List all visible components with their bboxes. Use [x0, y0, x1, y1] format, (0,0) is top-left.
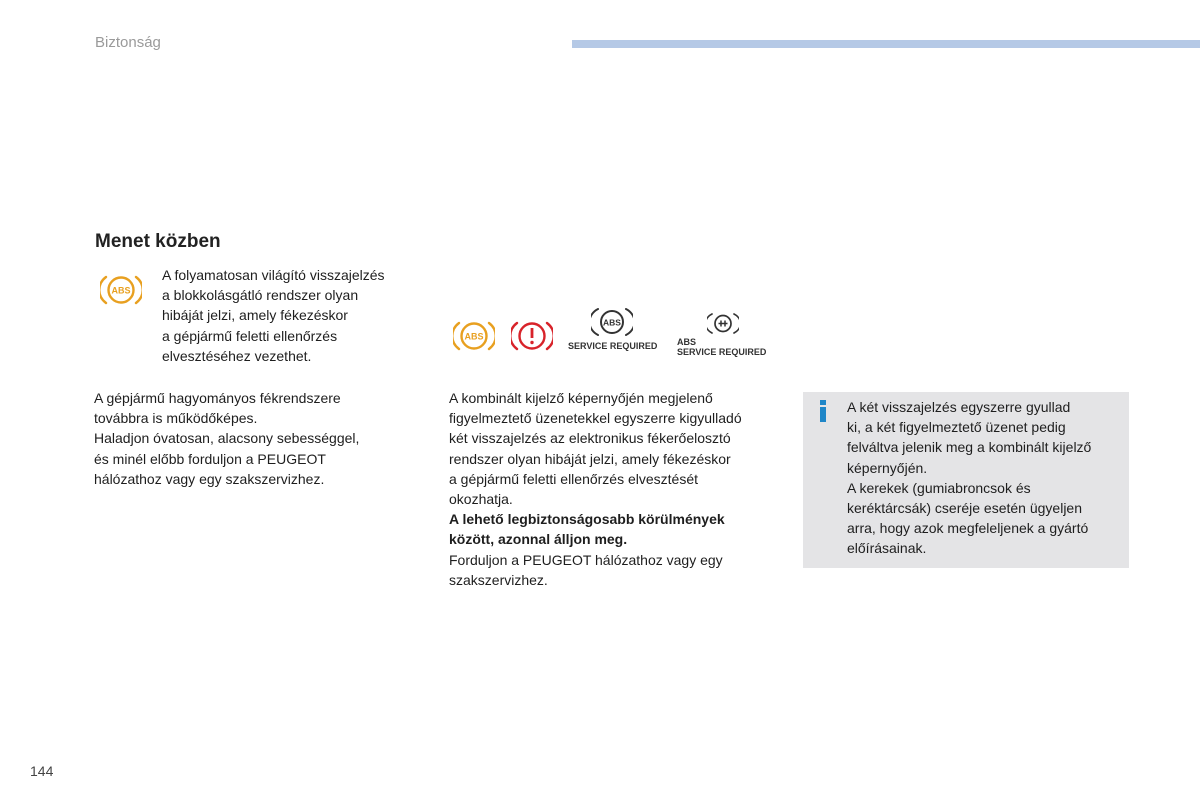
- text-line: keréktárcsák) cseréje esetén ügyeljen: [847, 500, 1083, 517]
- section-heading: Menet közben: [95, 231, 221, 252]
- text-line: hibáját jelzi, amely fékezéskor: [162, 307, 348, 324]
- text-line: előírásainak.: [847, 540, 927, 557]
- warning-icons-row: [450, 300, 790, 370]
- text-line: rendszer olyan hibáját jelzi, amely fékezéskor: [449, 450, 731, 467]
- ebd-warning-text: [449, 388, 784, 590]
- intro-warning-text: [162, 265, 422, 366]
- text-line: ki, a két figyelmeztető üzenet pedig: [847, 419, 1066, 436]
- stop-instruction: között, azonnal álljon meg.: [449, 531, 628, 548]
- page-number: 144: [30, 763, 54, 779]
- abs-service-icon: [707, 311, 739, 336]
- text-line: két visszajelzés az elektronikus fékerőelosztó: [449, 430, 731, 447]
- text-line: és minél előbb forduljon a PEUGEOT: [94, 450, 326, 467]
- abs-label: ABS: [677, 337, 697, 347]
- text-line: a blokkolásgátló rendszer olyan: [162, 287, 359, 304]
- text-line: hálózathoz vagy egy szakszervizhez.: [94, 470, 325, 487]
- text-line: Haladjon óvatosan, alacsony sebességgel,: [94, 430, 360, 447]
- info-box-text: [847, 397, 1122, 559]
- text-line: a gépjármű feletti ellenőrzés elvesztését: [449, 470, 699, 487]
- brake-warning-icon: [511, 316, 553, 356]
- svg-text:ABS: ABS: [111, 285, 131, 296]
- text-line: arra, hogy azok megfeleljenek a gyártó: [847, 520, 1089, 537]
- service-required-label: SERVICE REQUIRED: [677, 347, 767, 357]
- text-line: A kombinált kijelző képernyőjén megjelenő: [449, 390, 713, 406]
- info-icon: [817, 400, 829, 422]
- svg-text:ABS: ABS: [603, 317, 621, 328]
- abs-service-icon: [591, 305, 633, 339]
- text-line: figyelmeztető üzenetekkel egyszerre kigyulladó: [449, 410, 742, 427]
- svg-text:ABS: ABS: [464, 331, 484, 342]
- text-line: okozhatja.: [449, 491, 513, 508]
- section-title: Biztonság: [95, 34, 161, 51]
- text-line: Forduljon a PEUGEOT hálózathoz vagy egy: [449, 551, 723, 568]
- text-line: A két visszajelzés egyszerre gyullad: [847, 399, 1071, 415]
- text-line: felváltva jelenik meg a kombinált kijelző: [847, 439, 1092, 456]
- stop-instruction: A lehető legbiztonságosabb körülmények: [449, 511, 725, 528]
- text-line: képernyőjén.: [847, 459, 928, 476]
- text-line: A kerekek (gumiabroncsok és: [847, 479, 1031, 496]
- conventional-brake-text: [94, 388, 404, 489]
- text-line: A folyamatosan világító visszajelzés: [162, 267, 385, 283]
- abs-warning-icon: [100, 270, 142, 310]
- header-accent-bar: [572, 40, 1200, 48]
- text-line: elvesztéséhez vezethet.: [162, 347, 312, 364]
- service-required-label: SERVICE REQUIRED: [568, 341, 658, 351]
- abs-warning-icon: [453, 316, 495, 356]
- text-line: továbbra is működőképes.: [94, 410, 258, 427]
- text-line: a gépjármű feletti ellenőrzés: [162, 327, 338, 344]
- text-line: A gépjármű hagyományos fékrendszere: [94, 390, 341, 406]
- text-line: szakszervizhez.: [449, 571, 548, 588]
